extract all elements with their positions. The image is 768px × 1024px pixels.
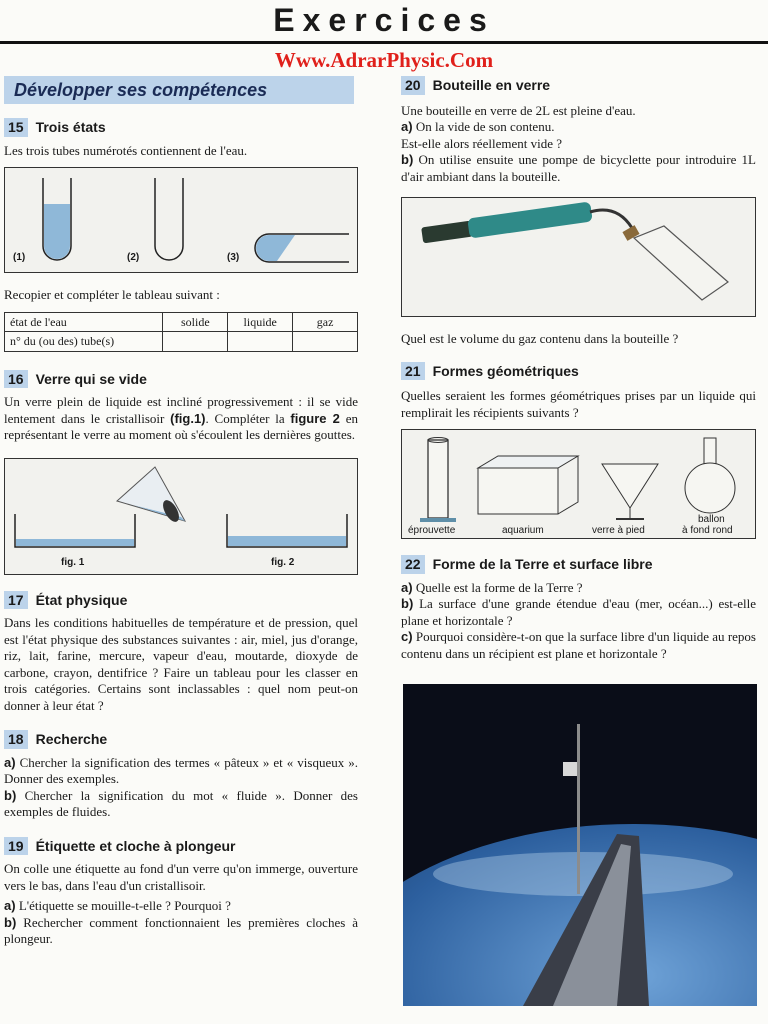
container-label: verre à pied — [592, 525, 645, 536]
item-text: Chercher la signification du mot « fluide ». Donner des exemples de fluides. — [4, 787, 358, 819]
tubes-illustration — [5, 168, 359, 272]
item-label: a) — [4, 898, 16, 913]
containers-figure — [401, 429, 756, 539]
table-cell: liquide — [228, 312, 293, 332]
figure-caption: fig. 2 — [271, 556, 295, 568]
earth-from-space-photo — [403, 684, 757, 1006]
tube-label-3: (3) — [227, 252, 240, 263]
table-cell: solide — [163, 312, 228, 332]
text-part: en représentant le verre au moment où s'écoulent les dernières gouttes. — [4, 410, 358, 442]
exercise-15-text: Les trois tubes numérotés contiennent de l'eau. — [4, 142, 248, 158]
exercise-22-a — [401, 580, 756, 597]
exercise-20-a2: Est-elle alors réellement vide ? — [401, 135, 562, 151]
item-text: La surface d'une grande étendue d'eau (mer, océan...) est-elle plane et horizontale ? — [401, 596, 757, 628]
exercise-22-heading — [401, 555, 756, 574]
item-label: b) — [401, 152, 414, 167]
states-table — [4, 312, 358, 352]
title-rule — [0, 41, 768, 44]
item-text: Rechercher comment fonctionnaient les premières cloches à plongeur. — [4, 914, 358, 946]
container-label: ballon — [698, 514, 725, 525]
exercise-19-a — [4, 898, 358, 915]
exercise-number: 15 — [4, 118, 28, 137]
exercise-number: 22 — [401, 555, 425, 574]
exercise-22-b — [401, 596, 756, 629]
table-cell: gaz — [293, 312, 358, 332]
item-label: b) — [401, 596, 414, 611]
exercise-19-text: On colle une étiquette au fond d'un verre qu'on immerge, ouverture vers le bas, dans l'eau d'un cristallisoir. — [4, 861, 358, 893]
text-part: . Compléter la — [205, 410, 291, 426]
exercise-title: Verre qui se vide — [35, 370, 147, 387]
exercise-18-heading — [4, 730, 358, 749]
item-text: Pourquoi considère-t-on que la surface libre d'un liquide au repos contenu dans un récipient est plane et horizontale ? — [401, 629, 756, 661]
exercise-number: 16 — [4, 370, 28, 389]
exercise-number: 18 — [4, 730, 28, 749]
exercise-21-text: Quelles seraient les formes géométriques prises par un liquide qui remplirait les récipients suivants ? — [401, 388, 756, 420]
exercise-15-heading — [4, 118, 358, 137]
exercise-title: Étiquette et cloche à plongeur — [35, 837, 236, 854]
section-banner: Développer ses compétences — [4, 76, 354, 104]
item-text: On la vide de son contenu. — [415, 119, 555, 134]
right-column — [401, 76, 756, 662]
left-column — [4, 76, 358, 948]
table-cell — [228, 332, 293, 352]
exercise-number: 21 — [401, 362, 425, 381]
exercise-title: Recherche — [35, 731, 108, 747]
exercise-20-b — [401, 152, 756, 185]
exercise-17-heading — [4, 591, 358, 610]
table-cell: n° du (ou des) tube(s) — [5, 332, 163, 352]
earth-photo-illustration — [403, 684, 757, 1006]
bottle-pump-illustration — [402, 198, 757, 316]
item-label: a) — [401, 119, 413, 134]
tubes-figure — [4, 167, 358, 273]
item-label: a) — [4, 754, 16, 770]
site-url[interactable]: Www.AdrarPhysic.Com — [274, 48, 494, 72]
page-title: Exercices — [273, 2, 495, 38]
table-row — [5, 332, 358, 352]
item-label: c) — [401, 629, 413, 644]
item-label: b) — [4, 787, 17, 803]
figure-reference: (fig.1) — [170, 410, 206, 426]
container-label: aquarium — [502, 525, 544, 536]
bottle-pump-figure — [401, 197, 756, 317]
exercise-number: 20 — [401, 76, 425, 95]
item-label: a) — [401, 579, 413, 595]
glass-illustration — [5, 459, 359, 574]
item-text: Chercher la signification des termes « pâteux » et « visqueux ». Donner des exemples. — [4, 754, 359, 786]
container-label: à fond rond — [682, 525, 733, 536]
figure-reference: figure 2 — [290, 410, 340, 426]
text-part: Un verre plein de liquide est incliné progressivement : il se vide lentement dans le cristallisoir — [4, 394, 358, 426]
exercise-15-instruction: Recopier et compléter le tableau suivant : — [4, 287, 220, 302]
exercise-number: 17 — [4, 591, 28, 610]
exercise-19-heading — [4, 837, 358, 856]
tube-label-2: (2) — [127, 252, 140, 263]
table-cell — [293, 332, 358, 352]
exercise-20-text: Une bouteille en verre de 2L est pleine d'eau. — [401, 102, 636, 118]
exercise-22-c — [401, 629, 756, 662]
tube-label-1: (1) — [13, 252, 26, 263]
figure-caption: fig. 1 — [61, 556, 85, 568]
container-label: éprouvette — [408, 525, 456, 536]
exercise-title: Bouteille en verre — [432, 77, 551, 93]
glass-figure — [4, 458, 358, 575]
item-label: b) — [4, 914, 17, 930]
exercise-17-text: Dans les conditions habituelles de température et de pression, quel est l'état physique des substances suivantes : air, miel, jus d'orange, riz, lait, farine, mercure, vapeur d'eau, moutarde, dioxyde de carbone, crayon, dentifrice ? Faire un tableau pour les classer en trois catégories. Certains sont inclassables : quel nom peut-on donner à leur état ? — [4, 615, 358, 713]
exercise-title: Formes géométriques — [432, 362, 579, 379]
exercise-title: État physique — [35, 591, 128, 608]
exercise-16-text — [4, 394, 358, 444]
item-text: On utilise ensuite une pompe de bicyclette pour introduire 1L d'air ambiant dans la bouteille. — [401, 152, 756, 184]
exercise-title: Forme de la Terre et surface libre — [432, 556, 653, 572]
table-cell: état de l'eau — [5, 312, 163, 332]
exercise-20-question: Quel est le volume du gaz contenu dans la bouteille ? — [401, 331, 679, 346]
exercise-19-b — [4, 915, 358, 948]
table-row — [5, 312, 358, 332]
exercise-16-heading — [4, 370, 358, 389]
table-cell — [163, 332, 228, 352]
exercise-title: Trois états — [35, 119, 106, 135]
exercise-18-a — [4, 755, 358, 788]
exercise-21-heading — [401, 362, 756, 381]
exercise-20-heading — [401, 76, 756, 95]
item-text: Quelle est la forme de la Terre ? — [415, 579, 583, 595]
item-text: L'étiquette se mouille-t-elle ? Pourquoi ? — [18, 898, 231, 913]
exercise-20-a — [401, 119, 756, 136]
exercise-number: 19 — [4, 837, 28, 856]
exercise-18-b — [4, 788, 358, 821]
